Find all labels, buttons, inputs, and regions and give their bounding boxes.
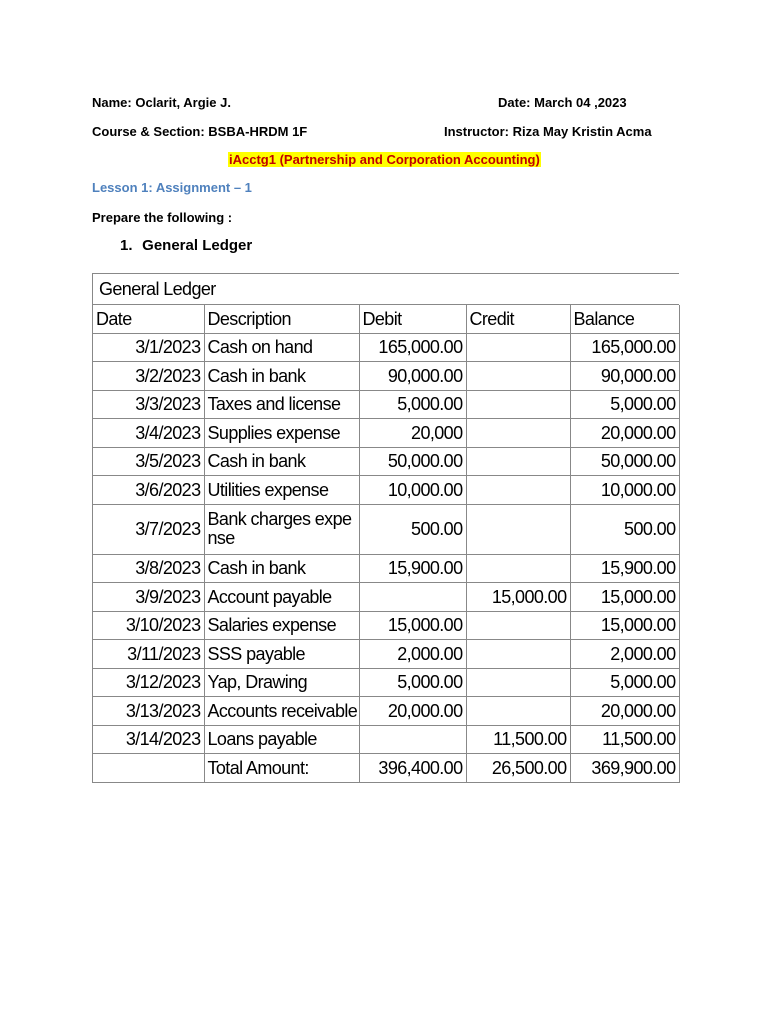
instructions-text: Prepare the following :: [92, 210, 233, 225]
table-row: [93, 697, 679, 726]
total-balance: 369,900.00: [570, 754, 679, 783]
row-date: 3/1/2023: [93, 333, 204, 362]
row-credit: 15,000.00: [466, 583, 570, 612]
row-balance: 165,000.00: [570, 333, 679, 362]
row-date: 3/14/2023: [93, 725, 204, 754]
student-name: Name: Oclarit, Argie J.: [92, 95, 231, 110]
row-description: Accounts receivable: [204, 697, 359, 726]
section-title: General Ledger: [142, 237, 253, 254]
row-description: Supplies expense: [204, 419, 359, 448]
row-date: 3/8/2023: [93, 554, 204, 583]
row-credit: [466, 640, 570, 669]
row-description: Taxes and license: [204, 390, 359, 419]
ledger-title: General Ledger: [93, 274, 679, 305]
instructor-name: Instructor: Riza May Kristin Acma: [444, 124, 652, 139]
row-balance: 11,500.00: [570, 725, 679, 754]
table-row: [93, 447, 679, 476]
row-description: Loans payable: [204, 725, 359, 754]
row-date: 3/9/2023: [93, 583, 204, 612]
table-row: [93, 333, 679, 362]
row-credit: [466, 362, 570, 391]
row-balance: 20,000.00: [570, 419, 679, 448]
row-description: Yap, Drawing: [204, 668, 359, 697]
table-row: [93, 554, 679, 583]
row-date: 3/3/2023: [93, 390, 204, 419]
row-balance: 15,000.00: [570, 611, 679, 640]
row-description: SSS payable: [204, 640, 359, 669]
table-row: [93, 583, 679, 612]
row-date: 3/2/2023: [93, 362, 204, 391]
row-credit: [466, 697, 570, 726]
row-debit: 500.00: [359, 504, 466, 554]
ledger-header-row: [93, 305, 679, 333]
row-credit: 11,500.00: [466, 725, 570, 754]
row-description: Salaries expense: [204, 611, 359, 640]
row-description: Cash on hand: [204, 333, 359, 362]
row-balance: 10,000.00: [570, 476, 679, 505]
row-debit: 15,000.00: [359, 611, 466, 640]
row-date: 3/12/2023: [93, 668, 204, 697]
row-balance: 15,900.00: [570, 554, 679, 583]
total-label: Total Amount:: [204, 754, 359, 783]
row-date: 3/5/2023: [93, 447, 204, 476]
row-debit: 2,000.00: [359, 640, 466, 669]
row-credit: [466, 668, 570, 697]
column-header-credit: Credit: [466, 305, 570, 333]
row-date: 3/7/2023: [93, 504, 204, 554]
row-credit: [466, 554, 570, 583]
row-date: 3/10/2023: [93, 611, 204, 640]
row-debit: 5,000.00: [359, 668, 466, 697]
subject-title: iAcctg1 (Partnership and Corporation Accounting): [229, 152, 540, 167]
row-balance: 15,000.00: [570, 583, 679, 612]
submission-date: Date: March 04 ,2023: [498, 95, 627, 110]
course-section: Course & Section: BSBA-HRDM 1F: [92, 124, 308, 139]
row-debit: 50,000.00: [359, 447, 466, 476]
row-description: Account payable: [204, 583, 359, 612]
row-credit: [466, 333, 570, 362]
row-date: 3/13/2023: [93, 697, 204, 726]
row-debit: 5,000.00: [359, 390, 466, 419]
column-header-description: Description: [204, 305, 359, 333]
total-date-cell: [93, 754, 204, 783]
row-credit: [466, 611, 570, 640]
section-number: 1.: [120, 237, 133, 254]
row-debit: 165,000.00: [359, 333, 466, 362]
row-debit: 90,000.00: [359, 362, 466, 391]
row-credit: [466, 419, 570, 448]
row-debit: 15,900.00: [359, 554, 466, 583]
row-debit: 10,000.00: [359, 476, 466, 505]
row-balance: 5,000.00: [570, 390, 679, 419]
row-date: 3/6/2023: [93, 476, 204, 505]
row-date: 3/11/2023: [93, 640, 204, 669]
row-debit: [359, 583, 466, 612]
general-ledger-table: [92, 273, 679, 783]
column-header-debit: Debit: [359, 305, 466, 333]
column-header-balance: Balance: [570, 305, 679, 333]
row-balance: 500.00: [570, 504, 679, 554]
table-row: [93, 504, 679, 554]
total-debit: 396,400.00: [359, 754, 466, 783]
table-row: [93, 419, 679, 448]
table-row: [93, 640, 679, 669]
table-row: [93, 611, 679, 640]
row-credit: [466, 390, 570, 419]
row-description: Cash in bank: [204, 362, 359, 391]
row-description: Bank charges expense: [204, 504, 359, 554]
row-credit: [466, 504, 570, 554]
lesson-title: Lesson 1: Assignment – 1: [92, 180, 252, 195]
row-balance: 2,000.00: [570, 640, 679, 669]
column-header-date: Date: [93, 305, 204, 333]
row-description: Cash in bank: [204, 447, 359, 476]
row-description: Utilities expense: [204, 476, 359, 505]
table-row: [93, 390, 679, 419]
row-credit: [466, 447, 570, 476]
row-debit: 20,000: [359, 419, 466, 448]
table-row: [93, 668, 679, 697]
row-date: 3/4/2023: [93, 419, 204, 448]
total-row: [93, 754, 679, 783]
row-balance: 50,000.00: [570, 447, 679, 476]
table-row: [93, 476, 679, 505]
table-row: [93, 725, 679, 754]
row-credit: [466, 476, 570, 505]
row-balance: 90,000.00: [570, 362, 679, 391]
row-balance: 20,000.00: [570, 697, 679, 726]
row-debit: 20,000.00: [359, 697, 466, 726]
row-balance: 5,000.00: [570, 668, 679, 697]
row-debit: [359, 725, 466, 754]
row-description: Cash in bank: [204, 554, 359, 583]
section-heading: [120, 237, 252, 254]
total-credit: 26,500.00: [466, 754, 570, 783]
table-row: [93, 362, 679, 391]
